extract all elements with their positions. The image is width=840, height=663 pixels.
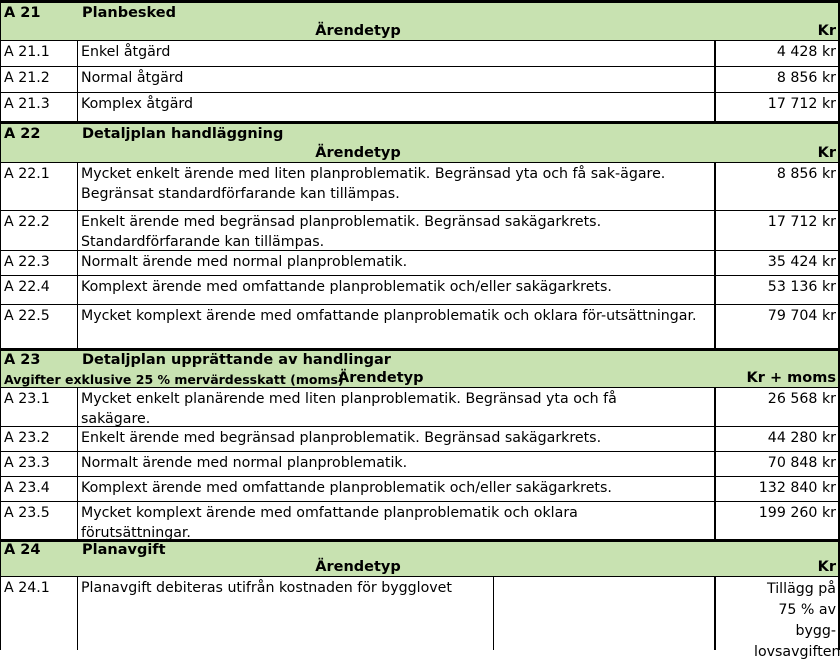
row-description: Enkel åtgärd <box>78 41 716 66</box>
table-row <box>0 251 840 275</box>
row-description: Normal åtgärd <box>78 67 716 92</box>
row-code: A 21.1 <box>0 41 78 66</box>
section-header-a24 <box>0 539 840 576</box>
table-row <box>0 502 840 539</box>
table-row <box>0 93 840 121</box>
table-row <box>0 211 840 250</box>
row-price: 26 568 kr <box>767 391 836 407</box>
row-code: A 21.2 <box>0 67 78 92</box>
row-code: A 23.3 <box>0 452 78 476</box>
row-price: 8 856 kr <box>776 70 836 86</box>
section-header-a22 <box>0 121 840 162</box>
row-code: A 22.3 <box>0 251 78 275</box>
row-description: Mycket komplext ärende med omfattande planproblematik och oklara för-utsättningar. <box>78 305 716 348</box>
row-description: Mycket enkelt planärende med liten planproblematik. Begränsad yta och få sakägare. <box>78 388 716 426</box>
row-code: A 22.5 <box>0 305 78 348</box>
section-header-a23 <box>0 348 840 387</box>
column-header-type: Ärendetyp <box>315 559 401 575</box>
row-price: 199 260 kr <box>758 505 836 521</box>
row-description: Normalt ärende med normal planproblematik. <box>78 452 716 476</box>
row-code: A 24.1 <box>0 577 78 650</box>
row-description: Mycket enkelt ärende med liten planproblematik. Begränsad yta och få sak-ägare. Begränsat standardförfarande kan tillämpas. <box>78 163 716 210</box>
column-header-type: Ärendetyp <box>315 23 401 39</box>
table-row <box>0 305 840 348</box>
section-title: Planavgift <box>82 542 166 558</box>
row-price: 4 428 kr <box>776 44 836 60</box>
row-code: A 22.2 <box>0 211 78 250</box>
table-row <box>0 452 840 476</box>
row-price: 79 704 kr <box>767 308 836 324</box>
section-header-a21 <box>0 0 840 40</box>
section-code: A 24 <box>4 542 41 558</box>
section-title: Detaljplan upprättande av handlingar <box>82 352 391 368</box>
row-description: Komplext ärende med omfattande planproblematik och/eller sakägarkrets. <box>78 276 716 304</box>
row-price: 17 712 kr <box>767 96 836 112</box>
vat-note: Avgifter exklusive 25 % mervärdesskatt (moms) <box>4 372 344 387</box>
row-price: Tillägg på 75 % av bygg-lovsavgiften <box>754 581 840 660</box>
table-row <box>0 577 840 660</box>
row-code: A 23.2 <box>0 427 78 451</box>
table-border-left <box>0 0 1 650</box>
section-code: A 23 <box>4 352 41 368</box>
table-row <box>0 67 840 92</box>
table-row <box>0 276 840 304</box>
row-description: Enkelt ärende med begränsad planproblematik. Begränsad sakägarkrets. Standardförfarande kan tillämpas. <box>78 211 716 250</box>
row-code: A 23.5 <box>0 502 78 539</box>
table-row <box>0 163 840 210</box>
column-header-price: Kr <box>817 23 836 39</box>
table-row <box>0 41 840 66</box>
column-header-price: Kr <box>817 145 836 161</box>
section-code: A 22 <box>4 126 41 142</box>
row-code: A 22.4 <box>0 276 78 304</box>
column-header-type: Ärendetyp <box>315 145 401 161</box>
row-price: 132 840 kr <box>758 480 836 496</box>
table-row <box>0 388 840 426</box>
section-title: Detaljplan handläggning <box>82 126 284 142</box>
table-row <box>0 477 840 501</box>
row-code: A 23.1 <box>0 388 78 426</box>
row-description: Planavgift debiteras utifrån kostnaden för bygglovet <box>78 577 494 650</box>
row-description: Mycket komplext ärende med omfattande planproblematik och oklara förutsättningar. <box>78 502 716 539</box>
row-price: 44 280 kr <box>767 430 836 446</box>
row-description: Komplex åtgärd <box>78 93 716 121</box>
row-code: A 21.3 <box>0 93 78 121</box>
row-code: A 22.1 <box>0 163 78 210</box>
row-price: 35 424 kr <box>767 254 836 270</box>
row-price: 17 712 kr <box>767 214 836 230</box>
column-header-price: Kr + moms <box>746 370 836 386</box>
section-title: Planbesked <box>82 5 177 21</box>
column-header-type: Ärendetyp <box>338 370 424 386</box>
row-description: Komplext ärende med omfattande planproblematik och/eller sakägarkrets. <box>78 477 716 501</box>
section-code: A 21 <box>4 5 41 21</box>
row-price: 8 856 kr <box>776 166 836 182</box>
row-price: 53 136 kr <box>767 279 836 295</box>
column-header-price: Kr <box>817 559 836 575</box>
row-description: Normalt ärende med normal planproblematik. <box>78 251 716 275</box>
table-row <box>0 427 840 451</box>
empty-cell <box>494 577 716 650</box>
row-description: Enkelt ärende med begränsad planproblematik. Begränsad sakägarkrets. <box>78 427 716 451</box>
row-code: A 23.4 <box>0 477 78 501</box>
row-price: 70 848 kr <box>767 455 836 471</box>
